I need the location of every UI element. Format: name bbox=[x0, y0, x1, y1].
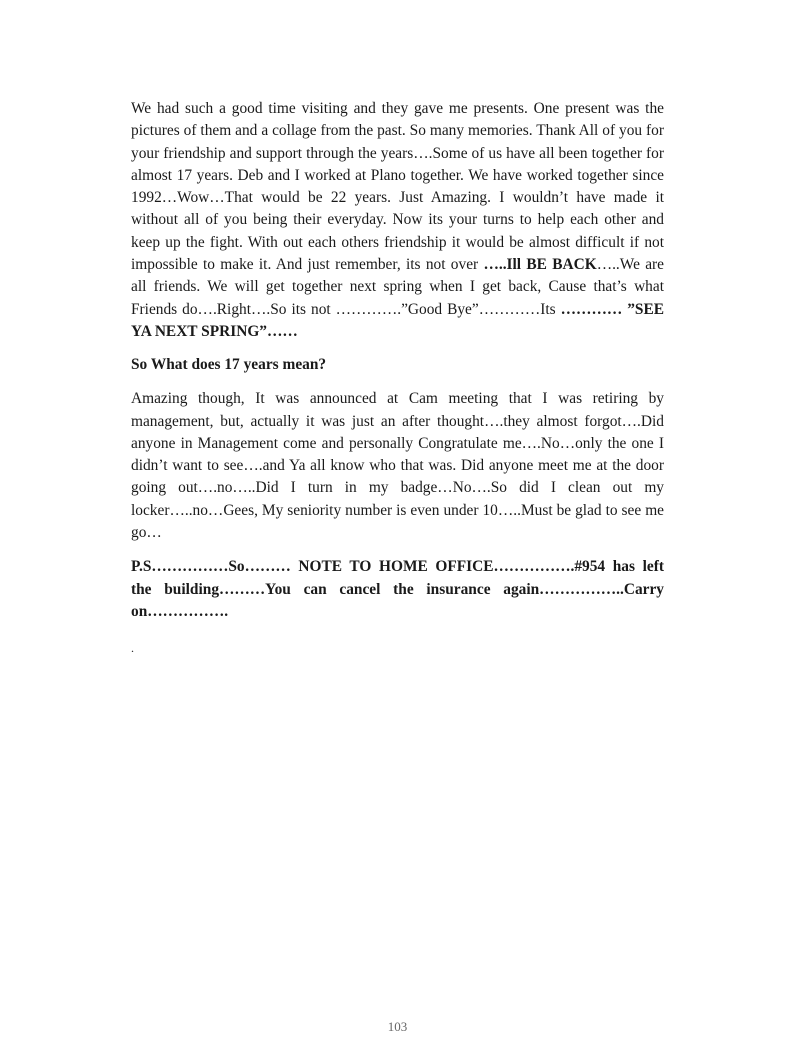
paragraph-1-bold-see-ya: ………… ”SEE YA NEXT SPRING”…… bbox=[131, 300, 664, 340]
document-page bbox=[131, 98, 664, 655]
postscript-paragraph: P.S……………So……… NOTE TO HOME OFFICE…………….#954 has left the building………You can cancel the insurance again……………..Carry on……………. bbox=[131, 558, 664, 620]
page-number: 103 bbox=[387, 1019, 408, 1034]
paragraph-1-bold-ill-be-back: …..Ill BE BACK bbox=[483, 256, 597, 274]
body-paragraph-1 bbox=[131, 98, 664, 343]
paragraph-1-text-a: We had such a good time visiting and they gave me presents. One present was the pictures of them and a collage from the past. So many memories. Thank All of you for your friendship and support through the years….Some of us have all been together for almost 17 years. Deb and I worked at Plano together. We have worked together since 1992…Wow…That would be 22 years. Just Amazing. I wouldn’t have made it without all of you being their everyday. Now its your turns to help each other and keep up the fight. With out each others friendship it would be almost difficult if not impossible to make it. And just remember, its not over bbox=[131, 100, 664, 274]
paragraph-1-text-b: …..We are all friends. We will get together next spring when I get back, Cause that’s what Friends do….Right….So its not ………….”Good Bye”…………Its bbox=[131, 256, 664, 318]
trailing-mark: . bbox=[131, 641, 134, 656]
body-paragraph-2: Amazing though, It was announced at Cam meeting that I was retiring by management, but, actually it was just an after thought….they almost forgot….Did anyone in Management come and personally Congratulate me….No…only the one I didn’t want to see….and Ya all know who that was. Did anyone meet me at the door going out….no…..Did I turn in my badge…No….So did I clean out my locker…..no…Gees, My seniority number is even under 10…..Must be glad to see me go… bbox=[131, 390, 664, 542]
section-heading: So What does 17 years mean? bbox=[131, 356, 327, 374]
